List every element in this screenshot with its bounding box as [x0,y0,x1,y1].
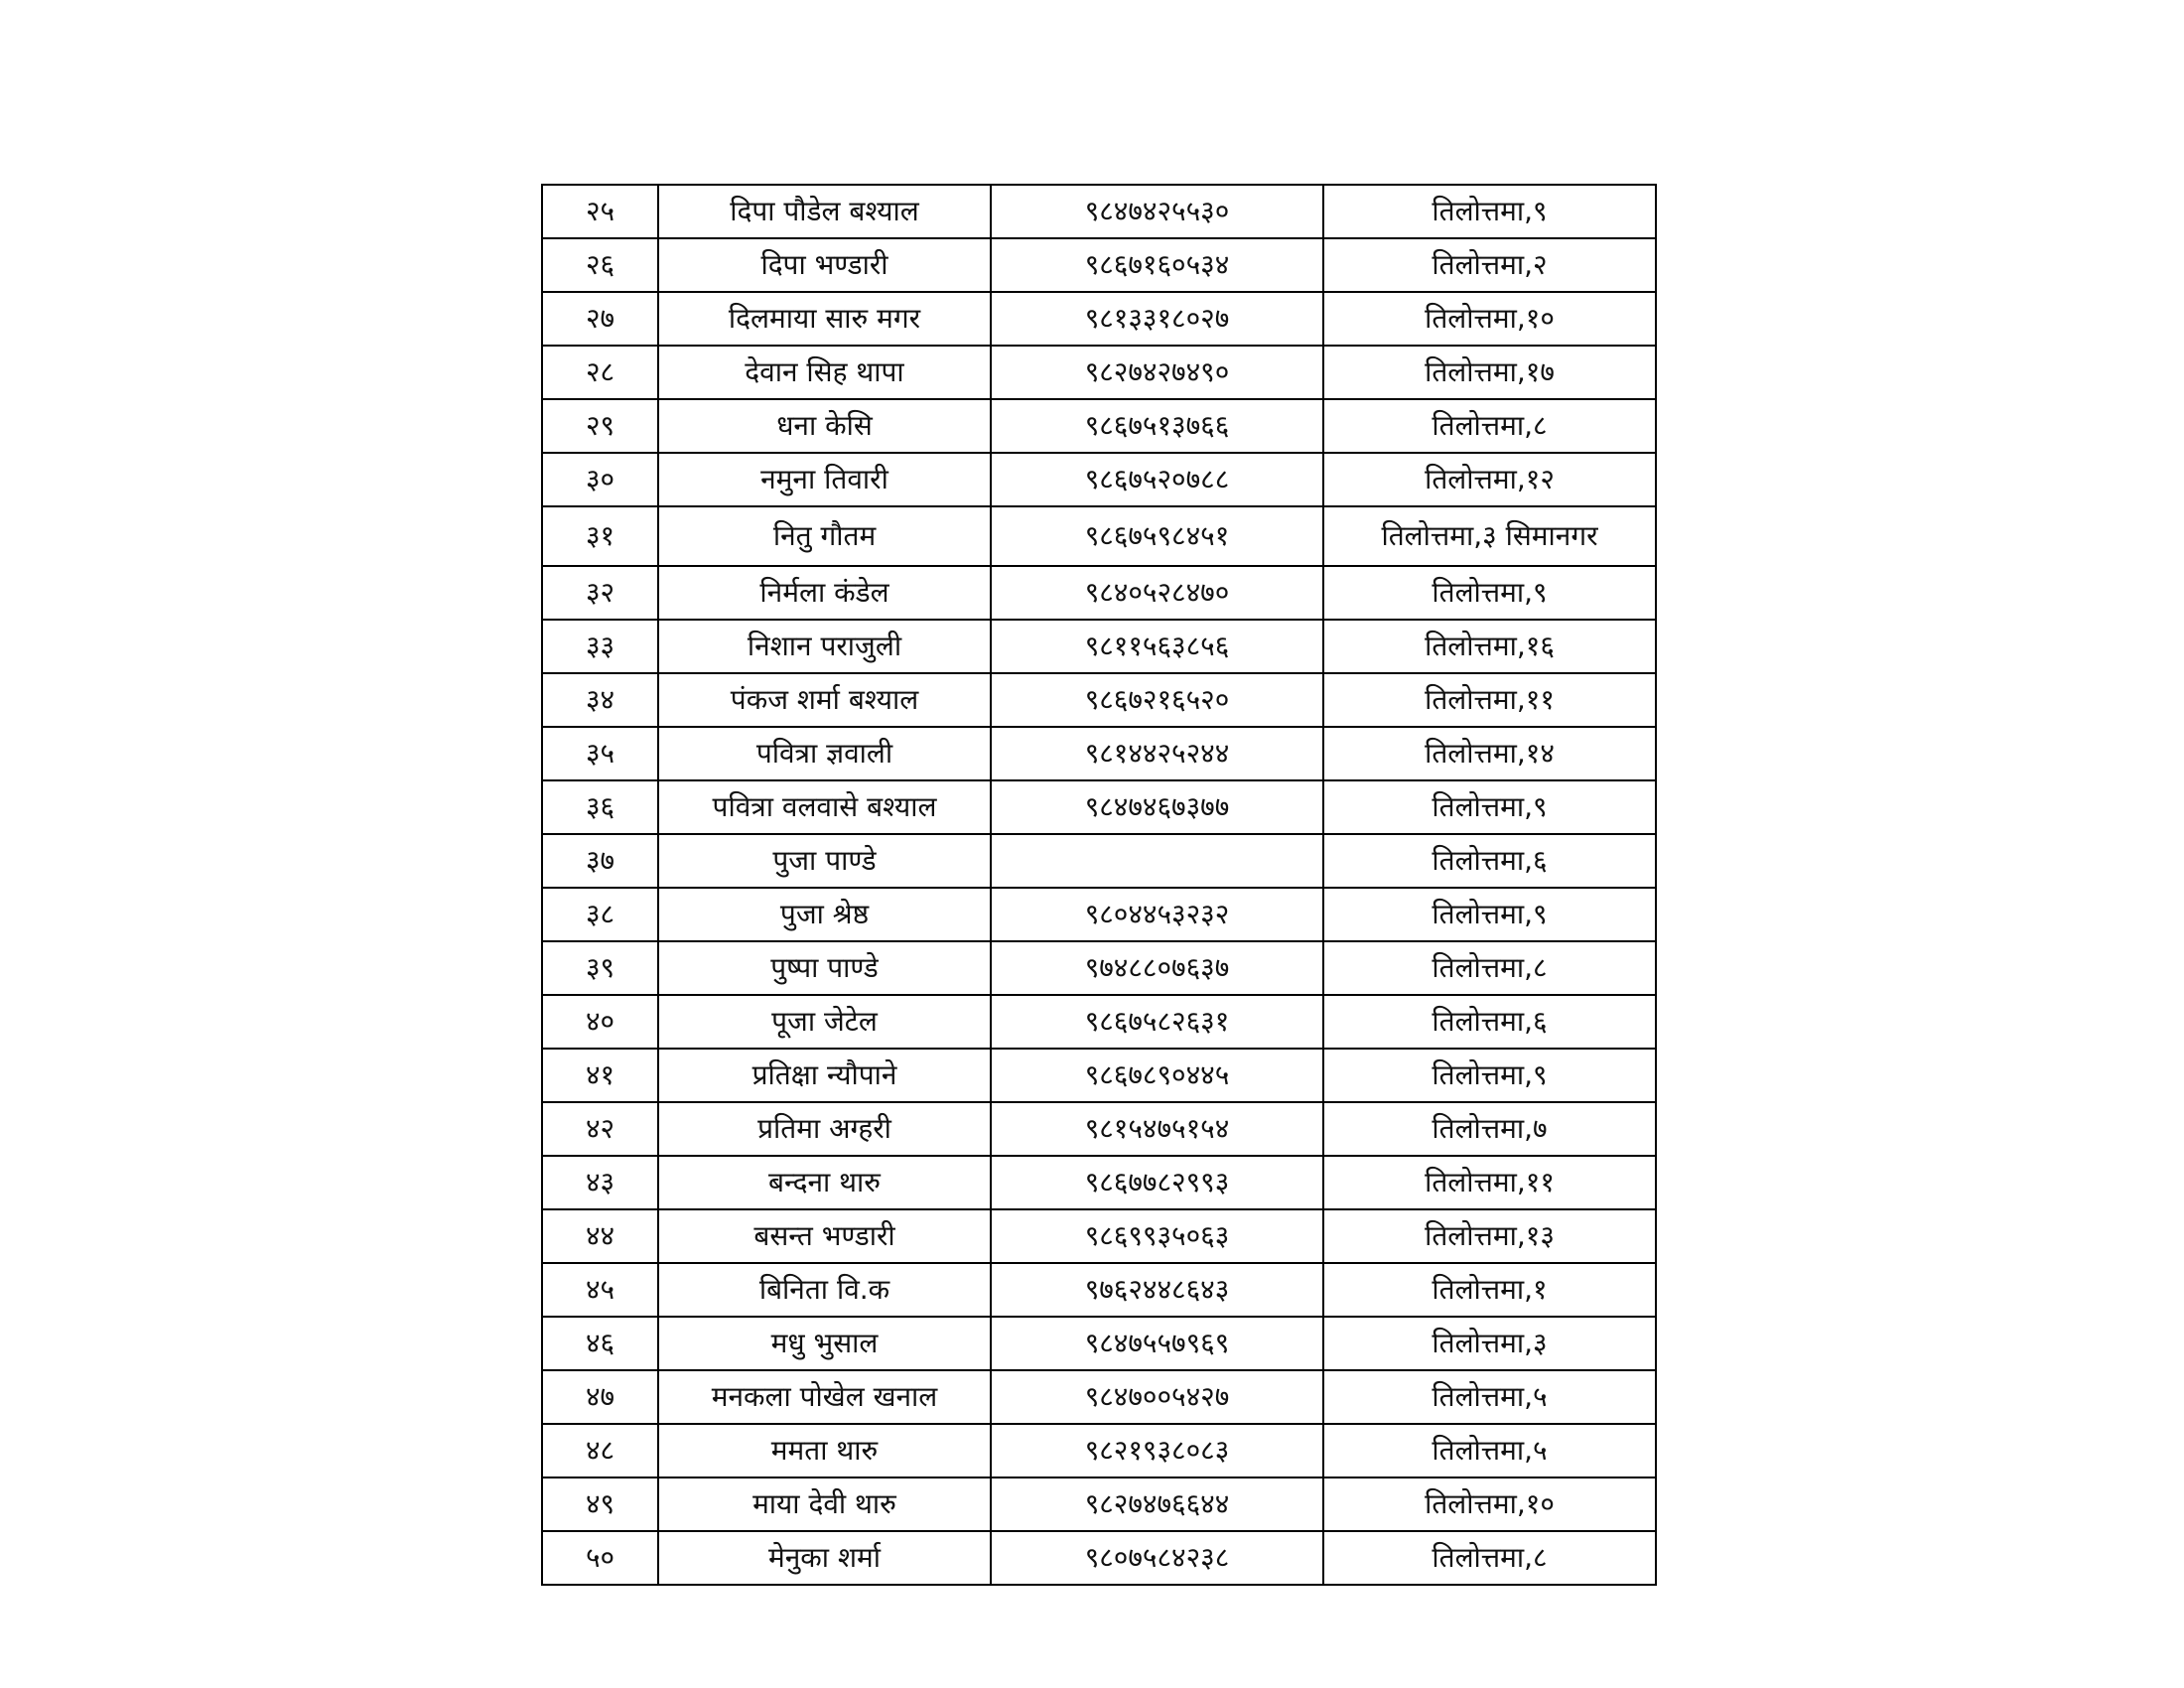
name-cell: बसन्त भण्डारी [658,1209,991,1263]
table-row [542,506,1656,566]
serial-number-cell: २६ [542,238,658,292]
address-cell: तिलोत्तमा,३ सिमानगर [1323,506,1656,566]
name-cell: ममता थारु [658,1424,991,1477]
address-cell: तिलोत्तमा,१० [1323,1477,1656,1531]
phone-cell: ९८२७४२७४९० [991,346,1323,399]
name-cell: पुष्पा पाण्डे [658,941,991,995]
phone-cell: ९८६७५९८४५१ [991,506,1323,566]
table-row [542,620,1656,673]
table-row [542,1156,1656,1209]
table-row [542,346,1656,399]
serial-number-cell: ४८ [542,1424,658,1477]
table-row [542,888,1656,941]
phone-cell: ९८४०५२८४७० [991,566,1323,620]
serial-number-cell: २७ [542,292,658,346]
address-cell: तिलोत्तमा,२ [1323,238,1656,292]
phone-cell: ९८२७४७६६४४ [991,1477,1323,1531]
address-cell: तिलोत्तमा,९ [1323,1049,1656,1102]
serial-number-cell: ४९ [542,1477,658,1531]
address-cell: तिलोत्तमा,९ [1323,566,1656,620]
table-row [542,1317,1656,1370]
name-cell: निशान पराजुली [658,620,991,673]
serial-number-cell: ३० [542,453,658,506]
serial-number-cell: ३९ [542,941,658,995]
phone-cell: ९८६७५८२६३१ [991,995,1323,1049]
address-cell: तिलोत्तमा,३ [1323,1317,1656,1370]
address-cell: तिलोत्तमा,८ [1323,399,1656,453]
address-cell: तिलोत्तमा,१ [1323,1263,1656,1317]
serial-number-cell: ४१ [542,1049,658,1102]
name-cell: पवित्रा वलवासे बश्याल [658,780,991,834]
table-row [542,238,1656,292]
table-row [542,780,1656,834]
serial-number-cell: ४७ [542,1370,658,1424]
name-cell: दिपा पौडेल बश्याल [658,185,991,238]
serial-number-cell: ३८ [542,888,658,941]
address-cell: तिलोत्तमा,५ [1323,1424,1656,1477]
table-row [542,995,1656,1049]
table-row [542,1263,1656,1317]
serial-number-cell: ३३ [542,620,658,673]
name-cell: धना केसि [658,399,991,453]
phone-cell: ९८६७७८२९९३ [991,1156,1323,1209]
serial-number-cell: २५ [542,185,658,238]
address-cell: तिलोत्तमा,११ [1323,1156,1656,1209]
address-cell: तिलोत्तमा,१० [1323,292,1656,346]
address-cell: तिलोत्तमा,८ [1323,1531,1656,1585]
serial-number-cell: ३२ [542,566,658,620]
name-cell: निर्मला कंडेल [658,566,991,620]
name-cell: पवित्रा ज्ञवाली [658,727,991,780]
address-cell: तिलोत्तमा,११ [1323,673,1656,727]
table-row [542,292,1656,346]
phone-cell: ९७६२४४८६४३ [991,1263,1323,1317]
table-row [542,1102,1656,1156]
address-cell: तिलोत्तमा,७ [1323,1102,1656,1156]
table-row [542,834,1656,888]
address-cell: तिलोत्तमा,९ [1323,185,1656,238]
address-cell: तिलोत्तमा,५ [1323,1370,1656,1424]
address-cell: तिलोत्तमा,१६ [1323,620,1656,673]
name-cell: नितु गौतम [658,506,991,566]
serial-number-cell: २९ [542,399,658,453]
address-cell: तिलोत्तमा,१७ [1323,346,1656,399]
address-cell: तिलोत्तमा,९ [1323,888,1656,941]
phone-cell: ९८२१९३८०८३ [991,1424,1323,1477]
name-cell: पुजा पाण्डे [658,834,991,888]
serial-number-cell: ३७ [542,834,658,888]
phone-cell: ९८४७४२५५३० [991,185,1323,238]
table-row [542,185,1656,238]
serial-number-cell: ४५ [542,1263,658,1317]
table-row [542,1424,1656,1477]
name-cell: पंकज शर्मा बश्याल [658,673,991,727]
name-cell: पुजा श्रेष्ठ [658,888,991,941]
table-row [542,1531,1656,1585]
name-cell: पूजा जेटेल [658,995,991,1049]
name-cell: देवान सिह थापा [658,346,991,399]
table-row [542,1209,1656,1263]
serial-number-cell: ३१ [542,506,658,566]
serial-number-cell: ३५ [542,727,658,780]
phone-cell: ९८१३३१८०२७ [991,292,1323,346]
name-cell: बन्दना थारु [658,1156,991,1209]
phone-cell: ९८४७५५७९६९ [991,1317,1323,1370]
table-row [542,941,1656,995]
table-row [542,673,1656,727]
phone-cell: ९८१४४२५२४४ [991,727,1323,780]
address-cell: तिलोत्तमा,८ [1323,941,1656,995]
phone-cell [991,834,1323,888]
serial-number-cell: ४० [542,995,658,1049]
table-body [542,185,1656,1585]
table-row [542,1049,1656,1102]
phone-cell: ९८६७५१३७६६ [991,399,1323,453]
name-cell: नमुना तिवारी [658,453,991,506]
serial-number-cell: ४४ [542,1209,658,1263]
serial-number-cell: ३६ [542,780,658,834]
phone-cell: ९८६७२१६५२० [991,673,1323,727]
phone-cell: ९८१५४७५१५४ [991,1102,1323,1156]
phone-cell: ९८६७५२०७८८ [991,453,1323,506]
serial-number-cell: ३४ [542,673,658,727]
table-row [542,399,1656,453]
serial-number-cell: २८ [542,346,658,399]
phone-cell: ९८०४४५३२३२ [991,888,1323,941]
address-cell: तिलोत्तमा,१४ [1323,727,1656,780]
name-cell: प्रतिमा अग्हरी [658,1102,991,1156]
name-cell: मनकला पोखेल खनाल [658,1370,991,1424]
phone-cell: ९७४८८०७६३७ [991,941,1323,995]
address-cell: तिलोत्तमा,९ [1323,780,1656,834]
serial-number-cell: ४३ [542,1156,658,1209]
phone-cell: ९८०७५८४२३८ [991,1531,1323,1585]
phone-cell: ९८११५६३८५६ [991,620,1323,673]
name-cell: माया देवी थारु [658,1477,991,1531]
phone-cell: ९८६७१६०५३४ [991,238,1323,292]
name-cell: प्रतिक्षा न्यौपाने [658,1049,991,1102]
member-table [541,184,1657,1586]
phone-cell: ९८६९९३५०६३ [991,1209,1323,1263]
table-row [542,1477,1656,1531]
phone-cell: ९८४७४६७३७७ [991,780,1323,834]
table-row [542,727,1656,780]
serial-number-cell: ४६ [542,1317,658,1370]
name-cell: मधु भुसाल [658,1317,991,1370]
address-cell: तिलोत्तमा,१३ [1323,1209,1656,1263]
address-cell: तिलोत्तमा,६ [1323,995,1656,1049]
address-cell: तिलोत्तमा,१२ [1323,453,1656,506]
serial-number-cell: ५० [542,1531,658,1585]
table-row [542,453,1656,506]
table-row [542,566,1656,620]
name-cell: बिनिता वि.क [658,1263,991,1317]
serial-number-cell: ४२ [542,1102,658,1156]
name-cell: मेनुका शर्मा [658,1531,991,1585]
name-cell: दिलमाया सारु मगर [658,292,991,346]
name-cell: दिपा भण्डारी [658,238,991,292]
phone-cell: ९८६७८९०४४५ [991,1049,1323,1102]
phone-cell: ९८४७००५४२७ [991,1370,1323,1424]
table-row [542,1370,1656,1424]
address-cell: तिलोत्तमा,६ [1323,834,1656,888]
